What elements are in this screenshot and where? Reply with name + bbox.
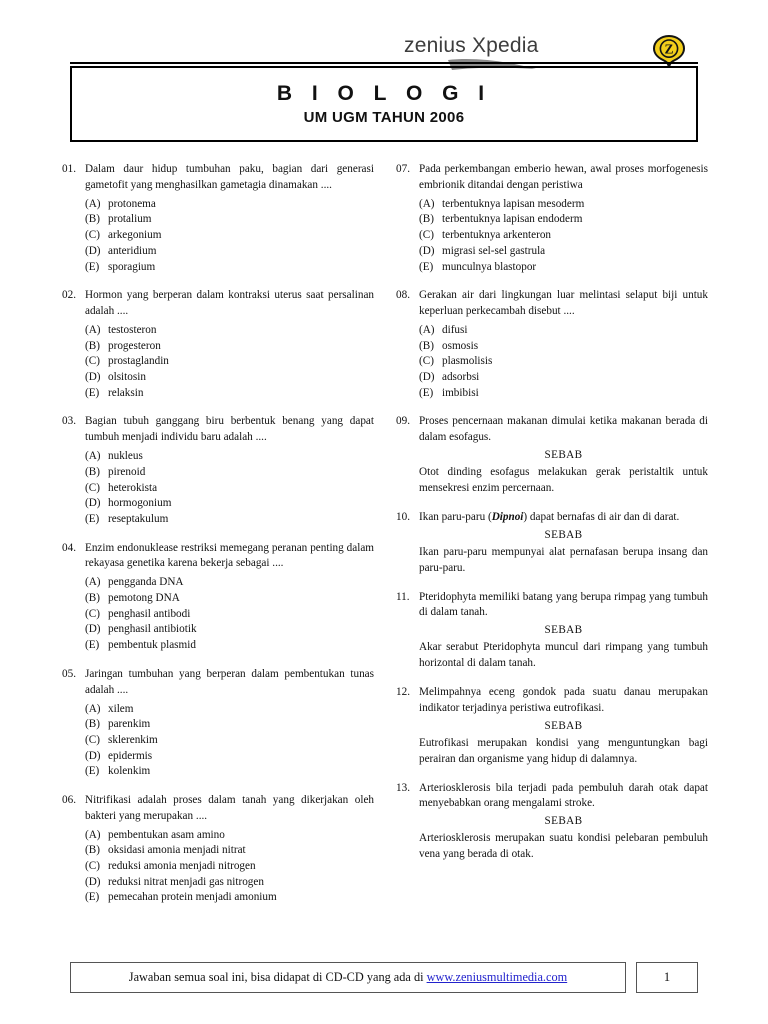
question-stem: Proses pencernaan makanan dimulai ketika makanan berada di dalam esofagus. <box>419 415 708 444</box>
option-list <box>85 575 374 653</box>
option-text: osmosis <box>442 339 479 352</box>
option-key: (D) <box>85 623 101 636</box>
option-key: (C) <box>419 229 434 242</box>
option-key: (D) <box>85 497 101 510</box>
question-number: 07. <box>396 163 410 175</box>
question-body <box>85 414 374 527</box>
question-stem: Gerakan air dari lingkungan luar melintasi selaput biji untuk keperluan perkecambah disebut .... <box>419 289 708 318</box>
stem-text-post: ) dapat bernafas di air dan di darat. <box>523 510 680 523</box>
option-item[interactable] <box>419 323 708 339</box>
question-reason: Akar serabut Pteridophyta muncul dari rimpang yang tumbuh horizontal di dalam tanah. <box>419 641 708 670</box>
question-11 <box>396 590 708 673</box>
question-body <box>85 667 374 780</box>
option-text: parenkim <box>108 718 151 731</box>
question-number: 03. <box>62 415 76 428</box>
question-12 <box>396 685 708 768</box>
question-body <box>85 162 374 275</box>
question-stem: Pteridophyta memiliki batang yang berupa rimpag yang tumbuh di dalam tanah. <box>419 590 708 619</box>
option-item[interactable] <box>85 228 374 244</box>
option-key: (A) <box>419 197 435 210</box>
option-text: reduksi nitrat menjadi gas nitrogen <box>108 875 264 888</box>
option-item[interactable] <box>85 339 374 355</box>
exam-title-box <box>70 66 698 142</box>
option-item[interactable] <box>85 260 374 276</box>
option-key: (B) <box>85 718 100 731</box>
sebab-label: SEBAB <box>544 624 583 637</box>
option-text: reduksi amonia menjadi nitrogen <box>108 860 256 873</box>
option-key: (D) <box>419 244 435 257</box>
option-text: penghasil antibodi <box>108 607 191 620</box>
option-item[interactable] <box>85 575 374 591</box>
option-key: (A) <box>85 323 101 336</box>
option-key: (A) <box>85 197 101 210</box>
question-body <box>85 288 374 401</box>
title-top-rule <box>70 62 698 64</box>
option-item[interactable] <box>85 496 374 512</box>
option-text: arkegonium <box>108 229 162 242</box>
option-text: pembentuk plasmid <box>108 639 196 652</box>
option-key: (B) <box>85 213 100 226</box>
question-number: 12. <box>396 686 410 699</box>
brand-header <box>0 14 768 64</box>
question-body <box>419 590 708 673</box>
option-key: (C) <box>85 860 100 873</box>
option-key: (A) <box>85 702 101 715</box>
footer <box>70 962 698 993</box>
option-key: (B) <box>85 592 100 604</box>
question-01 <box>62 162 374 275</box>
option-item[interactable] <box>85 323 374 339</box>
option-key: (E) <box>85 639 100 652</box>
sebab-label: SEBAB <box>544 815 583 828</box>
question-02 <box>62 288 374 401</box>
option-item[interactable] <box>419 386 708 402</box>
option-item[interactable] <box>419 197 708 213</box>
option-key: (E) <box>85 765 100 778</box>
option-key: (B) <box>419 213 434 226</box>
option-text: xilem <box>108 702 134 715</box>
option-item[interactable] <box>85 875 374 891</box>
page-title: B I O L O G I <box>276 82 492 105</box>
option-key: (D) <box>85 244 101 257</box>
option-text: pemecahan protein menjadi amonium <box>108 891 277 904</box>
option-list <box>85 323 374 401</box>
brand-wordmark: zenius Xpedia <box>404 34 539 57</box>
option-key: (C) <box>85 481 100 494</box>
question-body <box>419 685 708 768</box>
option-item[interactable] <box>85 370 374 386</box>
option-text: progesteron <box>108 339 161 352</box>
option-key: (B) <box>85 844 100 857</box>
question-number: 09. <box>396 415 410 428</box>
option-text: kolenkim <box>108 765 151 778</box>
option-text: pemotong DNA <box>108 592 180 604</box>
option-item[interactable] <box>85 749 374 765</box>
sebab-label: SEBAB <box>544 449 583 462</box>
option-text: protalium <box>108 213 152 226</box>
option-text: anteridium <box>108 244 157 257</box>
question-13 <box>396 781 708 864</box>
option-key: (D) <box>419 371 435 383</box>
left-column <box>62 162 374 919</box>
option-text: terbentuknya lapisan mesoderm <box>442 197 585 210</box>
question-body <box>419 781 708 864</box>
option-item[interactable] <box>85 733 374 749</box>
question-number: 10. <box>396 510 410 523</box>
option-text: oksidasi amonia menjadi nitrat <box>108 844 246 857</box>
option-item[interactable] <box>85 890 374 906</box>
option-item[interactable] <box>419 339 708 355</box>
option-item[interactable] <box>419 228 708 244</box>
question-body <box>419 510 708 577</box>
option-text: epidermis <box>108 749 153 762</box>
option-key: (E) <box>85 260 100 273</box>
option-item[interactable] <box>85 638 374 654</box>
question-reason: Eutrofikasi merupakan kondisi yang menguntungkan bagi perairan dan organisme yang hidup di dalamnya. <box>419 736 708 765</box>
question-reason: Otot dinding esofagus melakukan gerak peristaltik untuk mensekresi enzim percernaan. <box>419 466 708 494</box>
option-list <box>85 197 374 275</box>
question-number: 13. <box>396 781 410 794</box>
question-body <box>419 414 708 497</box>
option-key: (B) <box>85 339 100 352</box>
option-item[interactable] <box>419 354 708 370</box>
question-09 <box>396 414 708 497</box>
question-stem: Enzim endonuklease restriksi memegang peranan penting dalam rekayasa genetika karena bekerja sebagai .... <box>85 541 374 570</box>
question-stem: Bagian tubuh ganggang biru berbentuk benang yang dapat tumbuh menjadi individu baru adalah .... <box>85 415 374 444</box>
option-key: (A) <box>85 576 101 589</box>
option-item[interactable] <box>419 244 708 260</box>
option-item[interactable] <box>85 622 374 638</box>
question-stem: Melimpahnya eceng gondok pada suatu danau merupakan indikator terjadinya peristiwa eutrofikasi. <box>419 686 708 714</box>
option-key: (C) <box>85 733 100 746</box>
option-key: (E) <box>419 260 434 273</box>
option-item[interactable] <box>85 717 374 733</box>
option-item[interactable] <box>419 260 708 276</box>
option-text: difusi <box>442 323 468 336</box>
option-text: heterokista <box>108 481 158 494</box>
option-key: (A) <box>85 828 101 841</box>
question-number: 08. <box>396 289 410 302</box>
question-stem: Jaringan tumbuhan yang berperan dalam pembentukan tunas adalah .... <box>85 667 374 696</box>
footer-note <box>70 962 626 993</box>
option-item[interactable] <box>85 512 374 528</box>
question-number: 01. <box>62 163 76 175</box>
option-text: nukleus <box>108 450 143 463</box>
option-text: olsitosin <box>108 371 146 383</box>
question-stem: Dalam daur hidup tumbuhan paku, bagian dari generasi gametofit yang menghasilkan gametagia dinamakan .... <box>85 163 374 191</box>
option-key: (A) <box>85 450 101 463</box>
option-item[interactable] <box>85 244 374 260</box>
question-06 <box>62 793 374 906</box>
option-item[interactable] <box>85 764 374 780</box>
option-key: (D) <box>85 371 101 383</box>
option-key: (E) <box>85 891 100 904</box>
option-key: (E) <box>419 386 434 399</box>
option-text: relaksin <box>108 386 144 399</box>
option-key: (C) <box>85 607 100 620</box>
question-stem: Pada perkembangan emberio hewan, awal proses morfogenesis embrionik ditandai dengan peristiwa <box>419 163 708 191</box>
option-text: migrasi sel-sel gastrula <box>442 244 546 257</box>
option-text: prostaglandin <box>108 355 169 368</box>
option-key: (E) <box>85 386 100 399</box>
option-list <box>419 323 708 401</box>
question-body <box>85 793 374 906</box>
option-text: plasmolisis <box>442 355 493 368</box>
question-reason: Arteriosklerosis merupakan suatu kondisi pelebaran pembuluh vena yang berada di otak. <box>419 832 708 861</box>
question-07 <box>396 162 708 275</box>
question-stem: Nitrifikasi adalah proses dalam tanah yang dikerjakan oleh bakteri yang merupakan .... <box>85 793 374 822</box>
question-reason: Ikan paru-paru mempunyai alat pernafasan berupa insang dan paru-paru. <box>419 545 708 574</box>
option-item[interactable] <box>85 828 374 844</box>
option-list <box>85 702 374 780</box>
page-number: 1 <box>636 962 698 993</box>
option-text: adsorbsi <box>442 371 480 383</box>
question-number: 04. <box>62 541 76 554</box>
option-item[interactable] <box>85 843 374 859</box>
option-key: (C) <box>85 355 100 368</box>
option-text: penghasil antibiotik <box>108 623 197 636</box>
option-key: (B) <box>85 465 100 478</box>
option-item[interactable] <box>85 465 374 481</box>
option-text: pembentukan asam amino <box>108 828 225 841</box>
option-item[interactable] <box>419 370 708 386</box>
question-body <box>85 541 374 654</box>
option-item[interactable] <box>85 197 374 213</box>
question-number: 11. <box>396 590 410 603</box>
question-03 <box>62 414 374 527</box>
page-subtitle: UM UGM TAHUN 2006 <box>303 109 465 126</box>
question-number: 06. <box>62 793 76 806</box>
option-item[interactable] <box>85 354 374 370</box>
option-text: testosteron <box>108 323 157 336</box>
option-text: protonema <box>108 197 156 210</box>
question-number: 05. <box>62 667 76 680</box>
option-item[interactable] <box>85 212 374 228</box>
option-item[interactable] <box>85 591 374 607</box>
question-number: 02. <box>62 289 76 302</box>
option-item[interactable] <box>85 702 374 718</box>
option-text: terbentuknya arkenteron <box>442 229 552 242</box>
option-text: imbibisi <box>442 386 479 399</box>
option-item[interactable] <box>419 212 708 228</box>
question-body <box>419 162 708 275</box>
option-key: (C) <box>419 355 434 368</box>
option-text: sporagium <box>108 260 156 273</box>
right-column <box>396 162 708 919</box>
question-columns <box>62 162 708 919</box>
option-key: (B) <box>419 339 434 352</box>
option-item[interactable] <box>85 449 374 465</box>
sebab-label: SEBAB <box>544 528 583 541</box>
option-text: sklerenkim <box>108 733 158 746</box>
option-text: munculnya blastopor <box>442 260 537 273</box>
option-key: (D) <box>85 749 101 762</box>
question-10 <box>396 510 708 577</box>
option-text: terbentuknya lapisan endoderm <box>442 213 583 226</box>
option-key: (C) <box>85 229 100 242</box>
question-stem: Arteriosklerosis bila terjadi pada pembuluh darah otak dapat menyebabkan orang mengalami stroke. <box>419 781 708 810</box>
question-08 <box>396 288 708 401</box>
footer-link[interactable]: www.zeniusmultimedia.com <box>426 970 568 984</box>
option-list <box>85 449 374 527</box>
option-text: pirenoid <box>108 465 146 478</box>
question-stem: Hormon yang berperan dalam kontraksi uterus saat persalinan adalah .... <box>85 289 374 318</box>
option-list <box>419 197 708 275</box>
option-text: reseptakulum <box>108 512 169 525</box>
question-stem <box>419 510 708 526</box>
option-item[interactable] <box>85 386 374 402</box>
option-key: (A) <box>419 323 435 336</box>
question-body <box>419 288 708 401</box>
stem-species-name: Dipnoi <box>491 510 524 523</box>
option-item[interactable] <box>85 607 374 623</box>
option-list <box>85 828 374 906</box>
option-item[interactable] <box>85 481 374 497</box>
stem-text-pre: Ikan paru-paru ( <box>419 510 492 523</box>
question-05 <box>62 667 374 780</box>
sebab-label: SEBAB <box>544 719 583 732</box>
svg-text:Z: Z <box>664 41 674 57</box>
footer-note-text: Jawaban semua soal ini, bisa didapat di CD-CD yang ada di <box>128 970 427 984</box>
option-text: pengganda DNA <box>108 576 184 589</box>
option-text: hormogonium <box>108 497 172 510</box>
question-04 <box>62 541 374 654</box>
option-item[interactable] <box>85 859 374 875</box>
option-key: (D) <box>85 875 101 888</box>
option-key: (E) <box>85 512 100 525</box>
